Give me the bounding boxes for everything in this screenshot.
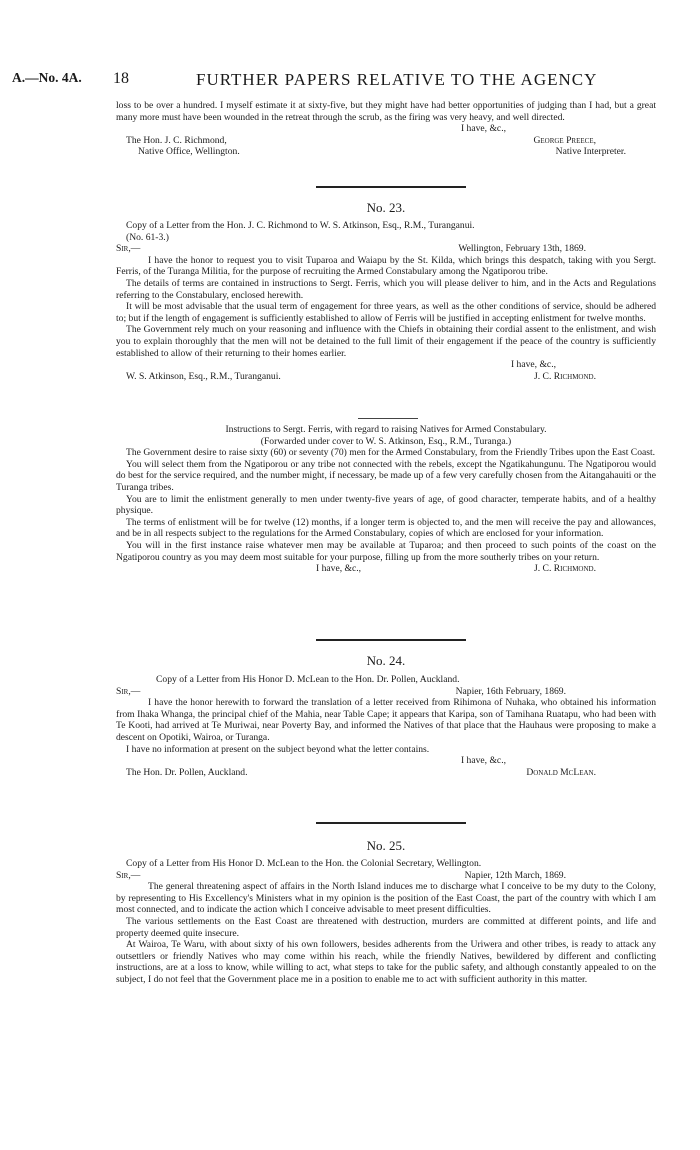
letter-description: Copy of a Letter from His Honor D. McLean to the Hon. Dr. Pollen, Auckland. <box>156 674 460 685</box>
letter-no-25 <box>116 858 656 986</box>
addressee: W. S. Atkinson, Esq., R.M., Turanganui. <box>126 370 281 382</box>
paragraph: I have no information at present on the subject beyond what the letter contains. <box>126 743 430 755</box>
paragraph: The various settlements on the East Coast are threatened with destruction, murders are committed at different points, and life and property deemed quite insecure. <box>116 915 656 939</box>
paragraph: The terms of enlistment will be for twelve (12) months, if a longer term is objected to, and the men will receive the pay and allowances, and be in all respects subject to the regulations for the Armed Constabulary, copies of which are enclosed for your information. <box>116 516 656 540</box>
section-heading-no-23: No. 23. <box>366 200 406 215</box>
dateline: Wellington, February 13th, 1869. <box>458 243 586 255</box>
letter-no-24 <box>116 674 656 778</box>
dateline: Napier, 12th March, 1869. <box>464 869 566 881</box>
running-title: FURTHER PAPERS RELATIVE TO THE AGENCY <box>196 70 598 89</box>
paragraph: You will select them from the Ngatiporou or any tribe not connected with the rebels, except the Ngatikahungunu. The Ngatiporou would do best for the service required, and the number might, if necessary, be made up of a few very carefully chosen from the Aitangahauiti or the Turanga tribes. <box>116 458 656 493</box>
closing: I have, &c., <box>460 123 506 135</box>
page-number: 18 <box>113 70 129 87</box>
signature-row <box>116 146 656 158</box>
section-heading-no-24: No. 24. <box>366 653 406 668</box>
paragraph: The general threatening aspect of affairs in the North Island induces me to discharge what I conceive to be my duty to the Colony, by representing to His Excellency's Ministers what in my opinion is the position of the East Coast, the part of the country with which I am most connected, and to indicate the action which I conceive advisable to meet present difficulties. <box>116 881 656 916</box>
section-heading-no-25: No. 25. <box>366 838 406 853</box>
salutation-row <box>116 686 656 698</box>
document-reference: A.—No. 4A. <box>12 70 82 85</box>
closing: I have, &c., <box>460 755 506 767</box>
section-divider <box>316 822 466 824</box>
signature-row <box>116 563 656 575</box>
page-header <box>0 70 700 92</box>
letter-no-23 <box>116 220 656 382</box>
addressee: The Hon. Dr. Pollen, Auckland. <box>126 766 248 778</box>
section-divider <box>316 639 466 641</box>
signature-row <box>116 371 656 383</box>
letter-reference: (No. 61-3.) <box>126 231 169 243</box>
salutation-row <box>116 870 656 882</box>
instructions-subtitle: (Forwarded under cover to W. S. Atkinson, Esq., R.M., Turanga.) <box>260 435 512 447</box>
instructions-title: Instructions to Sergt. Ferris, with regard to raising Natives for Armed Constabulary. <box>225 424 547 435</box>
signer: Donald McLean. <box>526 766 596 778</box>
paragraph: You will in the first instance raise whatever men may be available at Tuparoa; and then proceed to such points of the coast on the Ngatiporou country as you may deem most suitable for your purpose, filling up from the more southerly tribes on your return. <box>116 539 656 563</box>
salutation: Sir,— <box>116 243 141 255</box>
paragraph: The Government desire to raise sixty (60) or seventy (70) men for the Armed Constabulary, from the Friendly Tribes upon the East Coast. <box>126 447 656 459</box>
closing: I have, &c., <box>316 563 362 575</box>
closing: I have, &c., <box>510 359 556 371</box>
paragraph: At Wairoa, Te Waru, with about sixty of his own followers, besides adherents from the Uriwera and other tribes, is ready to attack any outsettlers or friendly Natives who may come within his reach, while the friendly Natives, bewildered by different and conflicting instructions, are at a loss to know, while willing to act, what steps to take for the public safety, and although constantly appealed to on the subject, I do not feel that the Government place me in a position to enable me to act with sufficient authority in this matter. <box>116 939 656 985</box>
dateline: Napier, 16th February, 1869. <box>455 685 566 697</box>
salutation: Sir,— <box>116 685 141 697</box>
continuation-block <box>116 100 656 158</box>
signer-title: Native Interpreter. <box>555 146 626 158</box>
paragraph: The details of terms are contained in instructions to Sergt. Ferris, which you will please deliver to him, and in the Acts and Regulations referring to the Constabulary, enclosed herewith. <box>116 277 656 301</box>
letter-description: Copy of a Letter from His Honor D. McLean to the Hon. the Colonial Secretary, Wellington. <box>126 858 482 869</box>
addressee: The Hon. J. C. Richmond, <box>126 134 227 146</box>
signer: J. C. Richmond. <box>534 370 596 382</box>
short-divider <box>358 418 418 419</box>
salutation-row <box>116 243 656 255</box>
paragraph: loss to be over a hundred. I myself estimate it at sixty-five, but they might have had better opportunities of judging than I had, but a great many more must have been wounded in the retreat through the scrub, as the firing was very heavy, and well directed. <box>116 100 656 123</box>
signer: J. C. Richmond. <box>534 563 596 575</box>
paragraph: I have the honor herewith to forward the translation of a letter received from Rihimona of Nuhaka, who obtained his information from Ihaka Whanga, the principal chief of the Mahia, near Table Cape; it appears that Karipa, son of Tamihana Ruatapu, who had been with Te Kooti, had arrived at Te Muriwai, near Poverty Bay, and informed the Natives of that place that the Hauhaus were proposing to make a descent on Opotiki, Wairoa, or Turanga. <box>116 697 656 743</box>
signature-row <box>116 135 656 147</box>
section-divider <box>316 186 466 188</box>
paragraph: It will be most advisable that the usual term of engagement for three years, as well as the other conditions of service, should be adhered to; but if the length of engagement is sufficiently established to allow of Ferris will be justified in accepting enlistment for twelve months. <box>116 301 656 324</box>
salutation: Sir,— <box>116 869 141 881</box>
instructions-block <box>116 424 656 575</box>
paragraph: The Government rely much on your reasoning and influence with the Chiefs in obtaining their cordial assent to the enlistment, and wish you to explain thoroughly that the men will not be detained to the full limit of their engagement if the peace of the country is sufficiently established to allow of their returning to their homes earlier. <box>116 324 656 359</box>
letter-description: Copy of a Letter from the Hon. J. C. Richmond to W. S. Atkinson, Esq., R.M., Turanganui. <box>126 220 475 231</box>
paragraph: I have the honor to request you to visit Tuparoa and Waiapu by the St. Kilda, which brings this despatch, taking with you Sergt. Ferris, of the Turanga Militia, for the purpose of recruiting the Armed Constabulary among the Ngatiporou tribe. <box>116 254 656 278</box>
addressee-office: Native Office, Wellington. <box>138 146 240 158</box>
paragraph: You are to limit the enlistment generally to men under twenty-five years of age, of good character, temperate habits, and of a healthy physique. <box>116 493 656 517</box>
signature-row <box>116 767 656 779</box>
signer: George Preece, <box>533 134 596 146</box>
